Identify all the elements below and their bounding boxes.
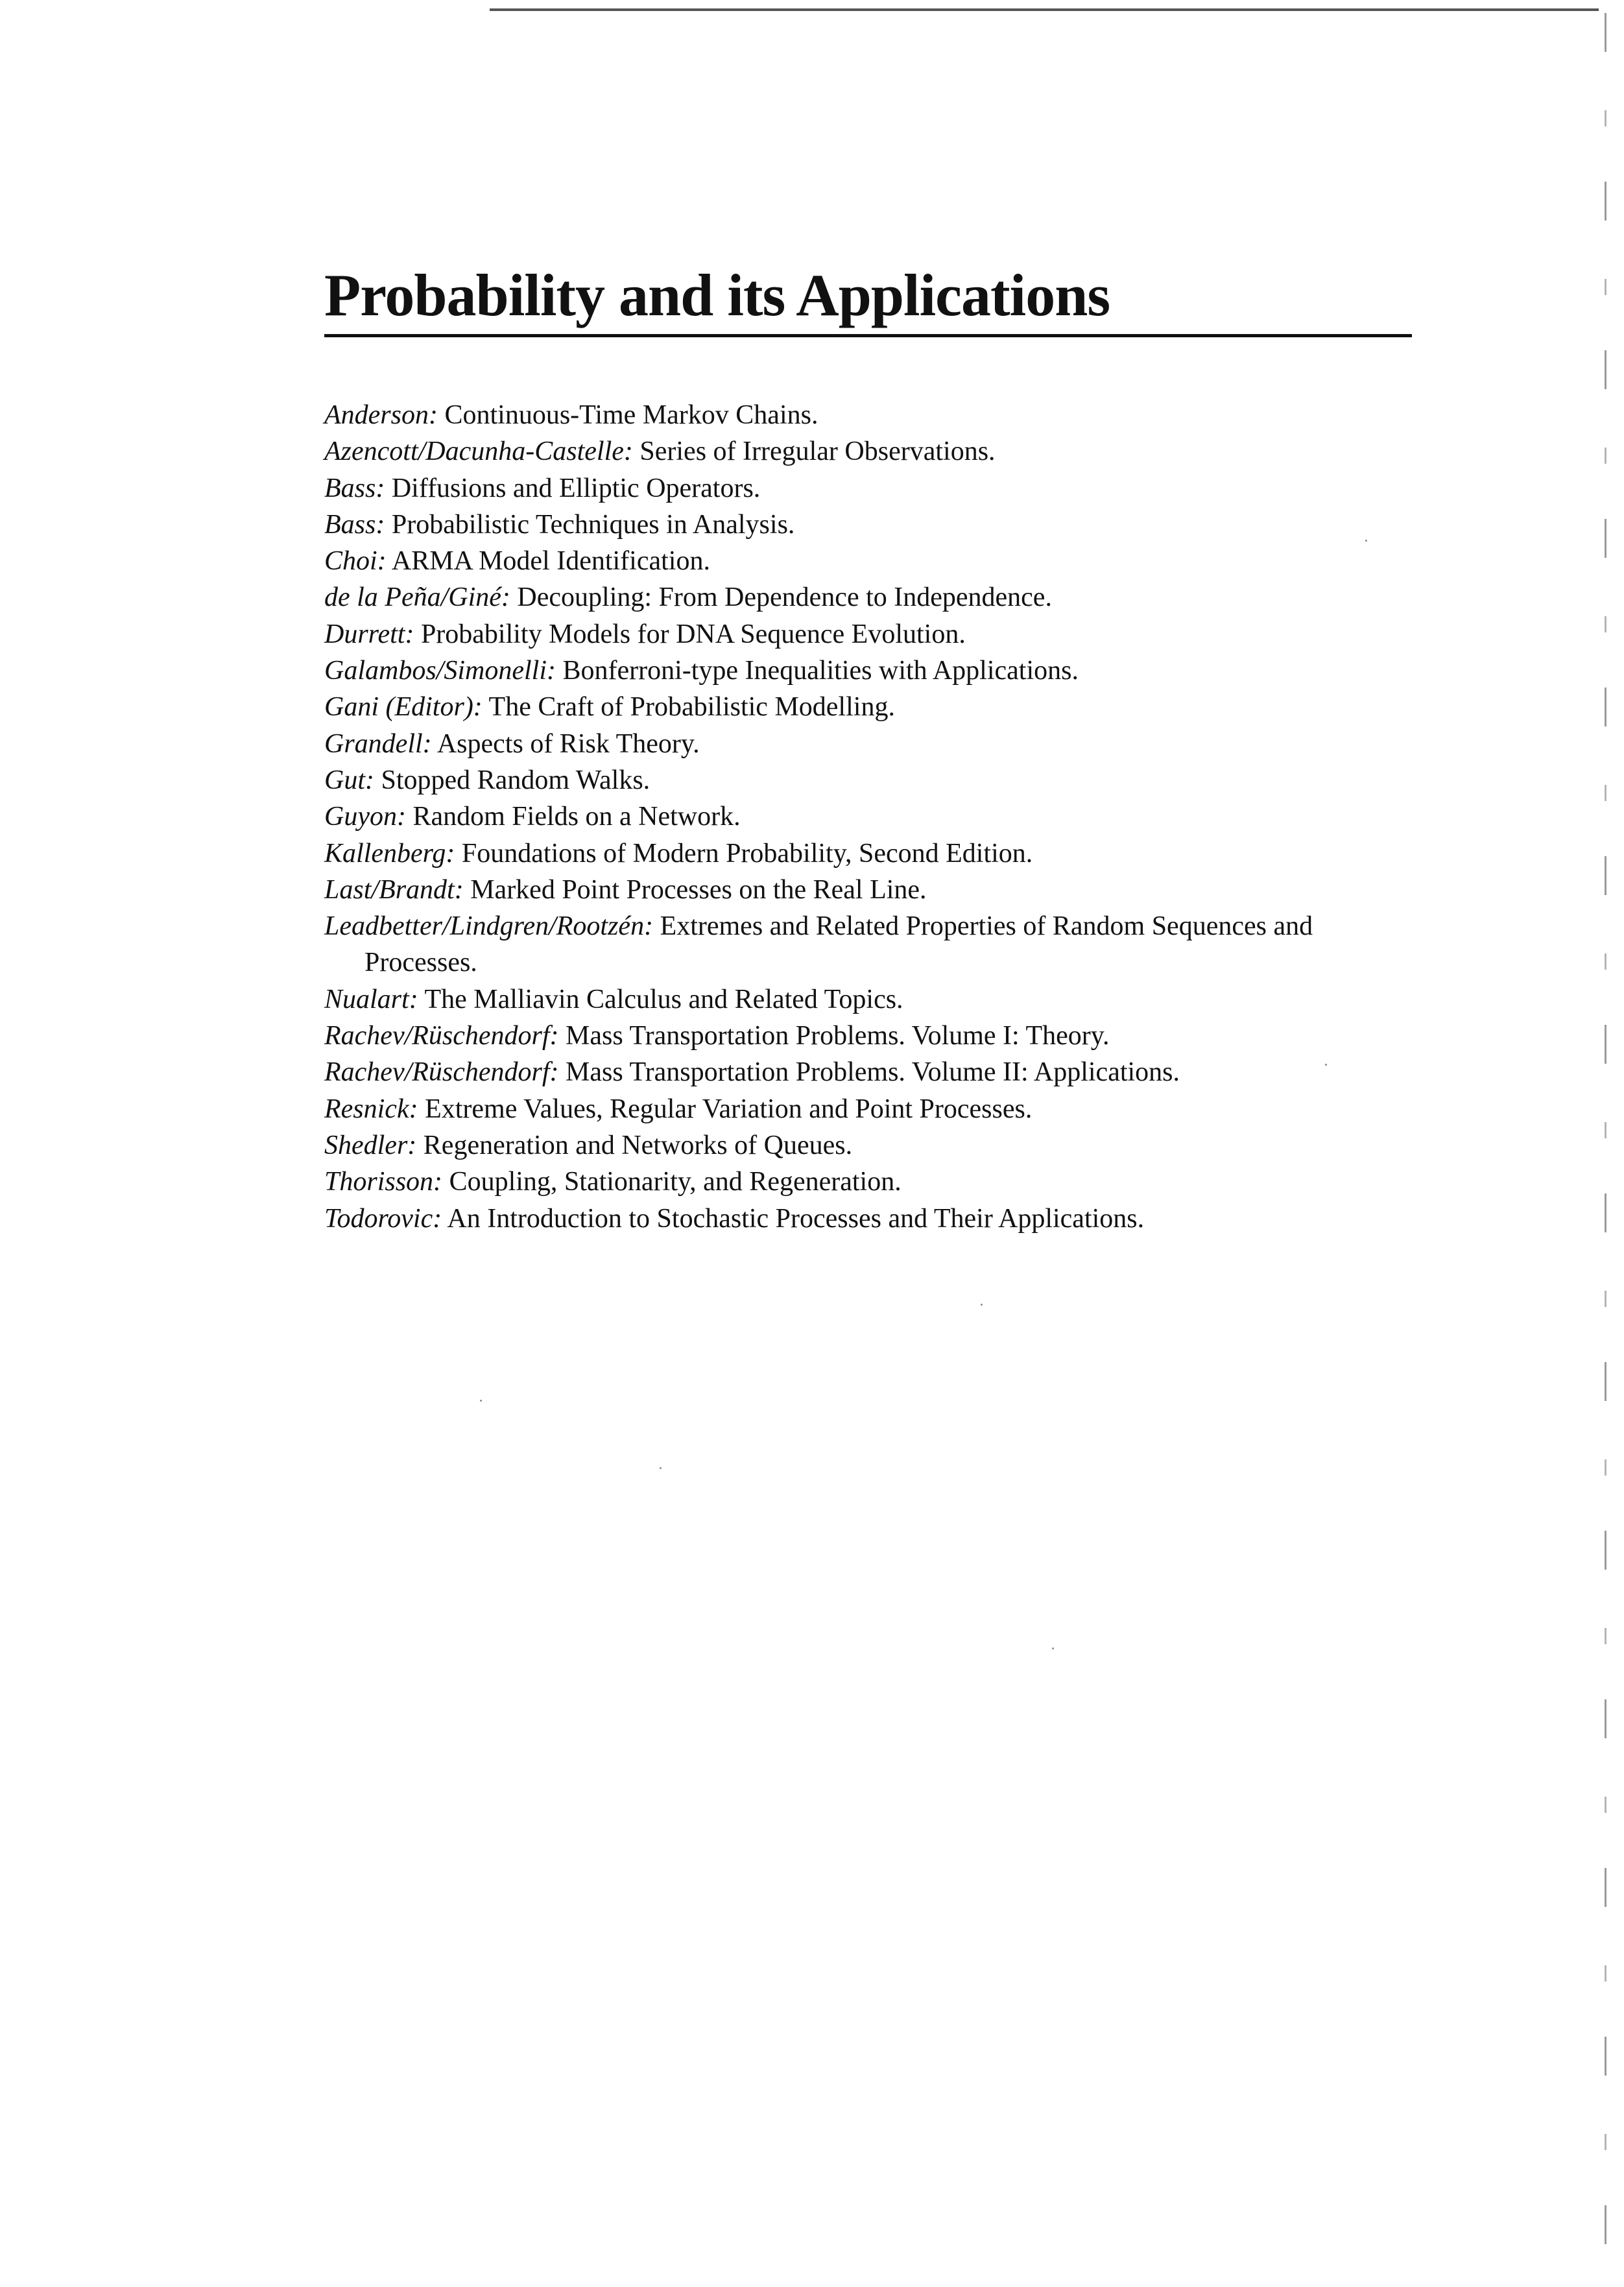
series-entry (324, 616, 1427, 653)
series-entry (324, 981, 1427, 1018)
entry-author: Todorovic: (324, 1203, 442, 1234)
entry-title: Probabilistic Techniques in Analysis. (391, 509, 795, 540)
scan-speck (981, 1304, 983, 1306)
entry-author: Guyon: (324, 802, 406, 832)
series-entry (324, 726, 1427, 762)
scan-speck (1365, 540, 1367, 542)
entry-author: Gut: (324, 765, 374, 795)
entry-author: Bass: (324, 473, 385, 503)
entry-author: Rachev/Rüschendorf: (324, 1021, 559, 1051)
entry-author: Kallenberg: (324, 838, 455, 868)
entry-author: Anderson: (324, 400, 438, 430)
series-list (324, 397, 1427, 1237)
entry-title: Probability Models for DNA Sequence Evolution. (420, 619, 966, 649)
series-entry (324, 872, 1427, 908)
entry-author: Choi: (324, 546, 387, 577)
series-entry (324, 433, 1427, 470)
page-edge-shadow (1605, 13, 1606, 2270)
series-entry (324, 1091, 1427, 1127)
entry-title: Random Fields on a Network. (412, 802, 741, 832)
series-entry (324, 689, 1427, 725)
entry-author: Nualart: (324, 984, 418, 1014)
entry-author: Gani (Editor): (324, 692, 483, 723)
entry-author: Leadbetter/Lindgren/Rootzén: (324, 911, 654, 942)
series-entry (324, 653, 1427, 689)
series-entry (324, 1127, 1427, 1164)
entry-title: An Introduction to Stochastic Processes and Their Applications. (447, 1203, 1145, 1234)
series-entry (324, 835, 1427, 872)
entry-title: Aspects of Risk Theory. (436, 728, 700, 759)
entry-title: Stopped Random Walks. (381, 765, 651, 795)
entry-title: Decoupling: From Dependence to Independence. (517, 582, 1052, 613)
entry-author: Thorisson: (324, 1167, 443, 1197)
entry-author: Galambos/Simonelli: (324, 656, 556, 686)
series-entry (324, 1054, 1427, 1090)
entry-author: de la Peña/Giné: (324, 582, 510, 613)
entry-title: Series of Irregular Observations. (639, 437, 996, 467)
scan-speck (1052, 1647, 1054, 1649)
series-entry (324, 397, 1427, 433)
entry-author: Durrett: (324, 619, 414, 649)
series-entry (324, 507, 1427, 543)
series-entry (324, 1164, 1427, 1200)
entry-author: Last/Brandt: (324, 874, 464, 905)
series-entry (324, 798, 1427, 835)
entry-author: Bass: (324, 509, 385, 540)
series-entry (324, 543, 1427, 579)
entry-title: Diffusions and Elliptic Operators. (391, 473, 761, 503)
series-entry (324, 579, 1427, 616)
entry-author: Shedler: (324, 1130, 417, 1160)
entry-author: Grandell: (324, 728, 432, 759)
entry-title: The Craft of Probabilistic Modelling. (488, 692, 895, 723)
series-entry (324, 1201, 1427, 1237)
scan-speck (660, 1467, 662, 1469)
top-scan-rule (490, 8, 1599, 11)
series-entry (324, 470, 1427, 507)
entry-title: Marked Point Processes on the Real Line. (470, 874, 927, 905)
entry-author: Resnick: (324, 1094, 418, 1124)
entry-title: Coupling, Stationarity, and Regeneration. (449, 1167, 902, 1197)
entry-title: Mass Transportation Problems. Volume II: Applications. (566, 1057, 1180, 1088)
entry-title: Extremes and Related Properties of Random Sequences and Processes. (364, 911, 1313, 978)
entry-author: Azencott/Dacunha-Castelle: (324, 437, 633, 467)
entry-author: Rachev/Rüschendorf: (324, 1057, 559, 1088)
entry-title: The Malliavin Calculus and Related Topics. (424, 984, 903, 1014)
scan-speck (480, 1400, 482, 1402)
title-underline (324, 334, 1412, 337)
entry-title: Regeneration and Networks of Queues. (423, 1130, 853, 1160)
entry-title: Continuous-Time Markov Chains. (444, 400, 818, 430)
entry-title: Mass Transportation Problems. Volume I: Theory. (566, 1021, 1110, 1051)
scan-speck (1325, 1064, 1327, 1066)
series-entry (324, 762, 1427, 798)
entry-title: ARMA Model Identification. (391, 546, 710, 577)
entry-title: Foundations of Modern Probability, Second Edition. (461, 838, 1033, 868)
series-entry (324, 1018, 1427, 1054)
page-title: Probability and its Applications (324, 262, 1110, 328)
entry-title: Extreme Values, Regular Variation and Point Processes. (425, 1094, 1033, 1124)
series-entry (324, 908, 1427, 981)
entry-title: Bonferroni-type Inequalities with Applications. (562, 656, 1079, 686)
